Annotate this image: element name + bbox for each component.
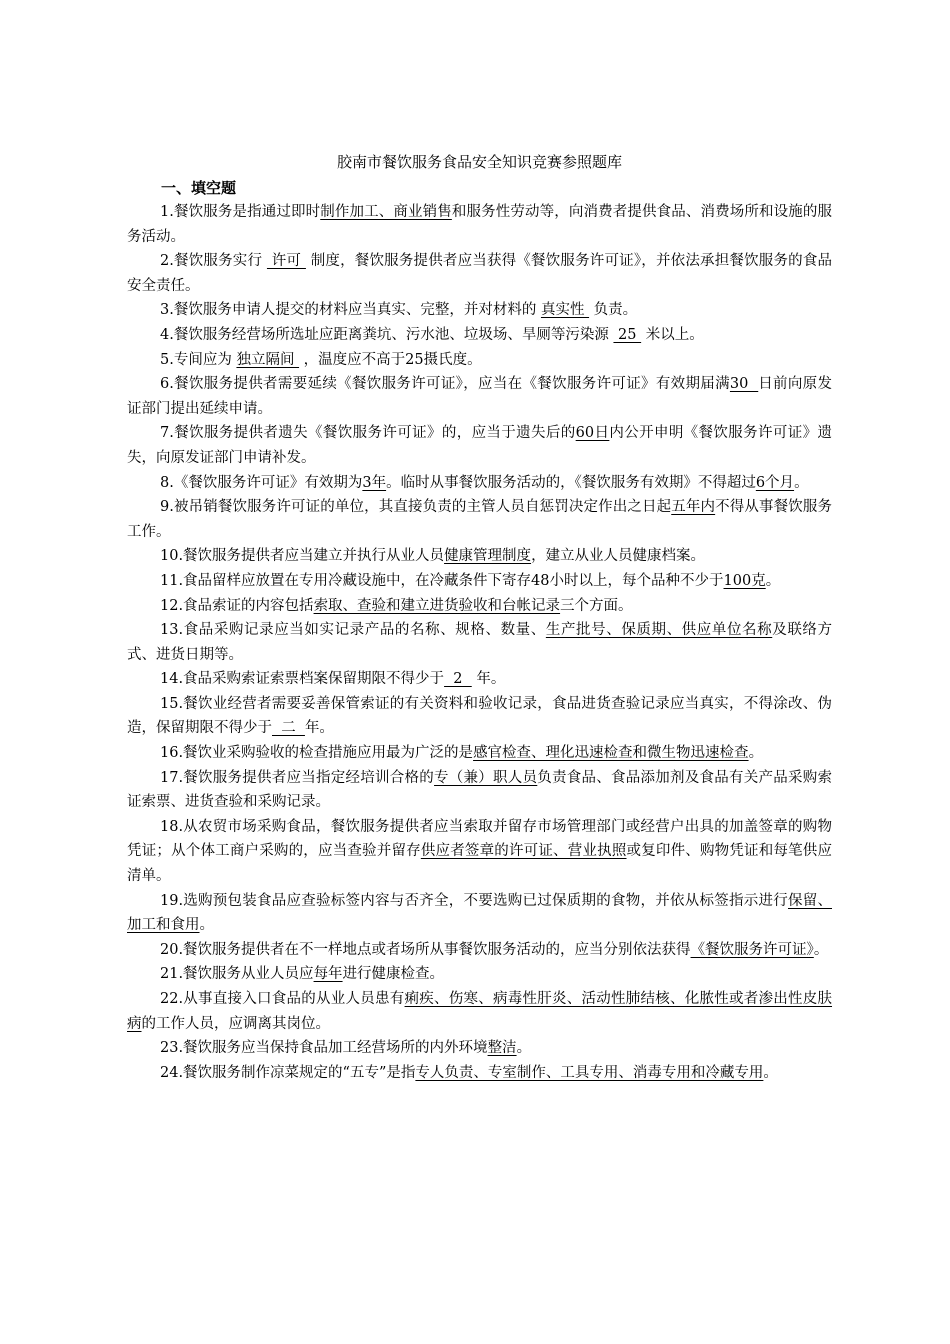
answer-blank: 25 [613, 326, 642, 343]
answer-blank: 许可 [266, 253, 306, 270]
question-text: 年。 [471, 671, 506, 688]
question-item [127, 471, 832, 496]
page-title: 胶南市餐饮服务食品安全知识竞赛参照题库 [336, 153, 622, 171]
question-item [127, 741, 832, 766]
answer-blank: 健康管理制度 [444, 548, 532, 565]
question-text: 。 [516, 1040, 532, 1057]
answer-blank: 五年内 [671, 499, 716, 516]
question-item [127, 594, 832, 619]
answer-blank: 生产批号、保质期、供应单位名称 [545, 622, 773, 639]
question-text: 18.从农贸市场采购食品，餐饮服务提供者应当索取并留存市场管理部门或经营户出具的加盖签章的购物凭证；从个体工商户采购的，应当查验并留存 [127, 818, 832, 860]
question-text: 制度，餐饮服务提供者应当获得《餐饮服务许可证》，并依法承担餐饮服务的食品安全责任。 [127, 253, 833, 294]
answer-blank: 痢疾、伤寒、病毒性肝炎、活动性肺结核、化脓性或者渗出性皮肤病 [127, 991, 833, 1032]
section-heading: 一、填空题 [161, 179, 237, 197]
answer-blank: 真实性 [540, 302, 590, 319]
question-item [127, 544, 832, 569]
answer-blank: 60日 [575, 425, 610, 442]
question-text: 13.食品采购记录应当如实记录产品的名称、规格、数量、 [160, 622, 546, 639]
question-item [127, 200, 832, 249]
question-text: 年。 [304, 720, 334, 737]
question-text: 负责食品、食品添加剂及食品有关产品采购索证索票、进货查验和采购记录。 [127, 769, 833, 811]
question-text: 3.餐饮服务申请人提交的材料应当真实、完整，并对材料的 [160, 302, 541, 319]
question-text: 。临时从事餐饮服务活动的，《餐饮服务有效期》不得超过 [386, 474, 756, 491]
question-text: 5.专间应为 [160, 351, 237, 368]
answer-blank: 供应者签章的许可证、营业执照 [420, 843, 627, 860]
question-item [127, 889, 832, 938]
answer-blank: 二 [272, 720, 305, 737]
question-item [127, 1036, 832, 1061]
answer-blank: 3年 [362, 474, 387, 491]
question-text: 23.餐饮服务应当保持食品加工经营场所的内外环境 [160, 1040, 488, 1057]
question-text: 11.食品留样应放置在专用冷藏设施中，在冷藏条件下寄存48小时以上，每个品种不少于 [160, 572, 724, 589]
question-text: 12.食品索证的内容包括 [160, 597, 314, 614]
question-text: 22.从事直接入口食品的从业人员患有 [160, 991, 405, 1007]
answer-blank: 2 [444, 671, 472, 688]
question-item [127, 1061, 832, 1086]
answer-blank: 每年 [313, 966, 343, 983]
answer-blank: 独立隔间 [236, 351, 300, 368]
question-item [127, 987, 832, 1036]
question-text: 内公开申明《餐饮服务许可证》遗失，向原发证部门申请补发。 [127, 425, 832, 466]
question-text: 19.选购预包装食品应查验标签内容与否齐全，不要选购已过保质期的食物，并依从标签指示进行 [160, 892, 788, 909]
question-list [127, 200, 832, 1085]
question-item [127, 692, 832, 741]
question-text: 米以上。 [641, 326, 704, 343]
question-text: 。 [763, 1064, 778, 1081]
answer-blank: 感官检查、理化迅速检查和微生物迅速检查 [473, 745, 749, 762]
question-text: 21.餐饮服务从业人员应 [160, 966, 314, 983]
question-text: ，建立从业人员健康档案。 [531, 548, 706, 565]
question-text: 16.餐饮业采购验收的检查措施应用最为广泛的是 [160, 745, 474, 762]
question-text: 24.餐饮服务制作凉菜规定的“五专”是指 [160, 1064, 416, 1081]
question-text: 日前向原发证部门提出延续申请。 [127, 376, 832, 417]
answer-blank: 6个月 [755, 474, 795, 491]
question-text: 1.餐饮服务是指通过即时 [160, 204, 321, 220]
question-text: 7.餐饮服务提供者遗失《餐饮服务许可证》的，应当于遗失后的 [160, 425, 576, 442]
question-item [127, 766, 832, 815]
question-text: 6.餐饮服务提供者需要延续《餐饮服务许可证》，应当在《餐饮服务许可证》有效期届满 [160, 376, 730, 393]
question-text: 不得从事餐饮服务工作。 [127, 499, 833, 540]
question-item [127, 495, 832, 544]
question-text: 17.餐饮服务提供者应当指定经培训合格的 [160, 769, 435, 786]
answer-blank: 保留、加工和食用 [127, 892, 832, 934]
question-text: 的工作人员，应调离其岗位。 [141, 1015, 330, 1032]
question-text: 14.食品采购索证索票档案保留期限不得少于 [160, 671, 445, 688]
question-text: 。 [765, 572, 781, 589]
question-text: 9.被吊销餐饮服务许可证的单位，其直接负责的主管人员自惩罚决定作出之日起 [160, 499, 672, 516]
question-item [127, 298, 832, 323]
question-item [127, 815, 832, 889]
answer-blank: 《餐饮服务许可证》 [690, 941, 814, 958]
question-text: 进行健康检查。 [342, 966, 445, 983]
answer-blank: 制作加工、商业销售 [320, 204, 452, 220]
question-text: 4.餐饮服务经营场所选址应距离粪坑、污水池、垃圾场、旱厕等污染源 [160, 326, 614, 343]
question-text: 。 [813, 941, 829, 958]
question-text: ，温度应不高于25摄氏度。 [299, 351, 482, 368]
question-text: 20.餐饮服务提供者在不一样地点或者场所从事餐饮服务活动的，应当分别依法获得 [160, 941, 691, 958]
question-text: 10.餐饮服务提供者应当建立并执行从业人员 [160, 548, 445, 565]
answer-blank: 30 [729, 376, 759, 393]
question-item [127, 569, 832, 594]
question-text: 或复印件、购物凭证和每笔供应清单。 [127, 843, 833, 885]
answer-blank: 专（兼）职人员 [434, 769, 538, 786]
question-text: 及联络方式、进货日期等。 [127, 622, 833, 663]
question-text: 负责。 [589, 302, 638, 319]
question-item [127, 323, 832, 348]
answer-blank: 整洁 [487, 1040, 517, 1057]
question-item [127, 618, 832, 667]
question-text: 。 [794, 474, 809, 491]
question-item [127, 962, 832, 987]
question-item [127, 348, 832, 373]
question-item [127, 372, 832, 421]
question-text: 15.餐饮业经营者需要妥善保管索证的有关资料和验收记录，食品进货查验记录应当真实，不得涂改、伪造，保留期限不得少于 [127, 695, 832, 737]
answer-blank: 100克 [723, 572, 766, 589]
question-item [127, 249, 832, 298]
question-text: 8.《餐饮服务许可证》有效期为 [160, 474, 363, 491]
question-item [127, 938, 832, 963]
question-item [127, 421, 832, 470]
question-text: 三个方面。 [560, 597, 633, 614]
question-text: 2.餐饮服务实行 [160, 253, 267, 270]
question-text: 。 [748, 745, 764, 762]
question-text: 。 [199, 917, 214, 934]
answer-blank: 专人负责、专室制作、工具专用、消毒专用和冷藏专用 [415, 1064, 764, 1081]
question-text: 和服务性劳动等，向消费者提供食品、消费场所和设施的服务活动。 [127, 204, 832, 245]
answer-blank: 索取、查验和建立进货验收和台帐记录 [313, 597, 561, 614]
question-item [127, 667, 832, 692]
